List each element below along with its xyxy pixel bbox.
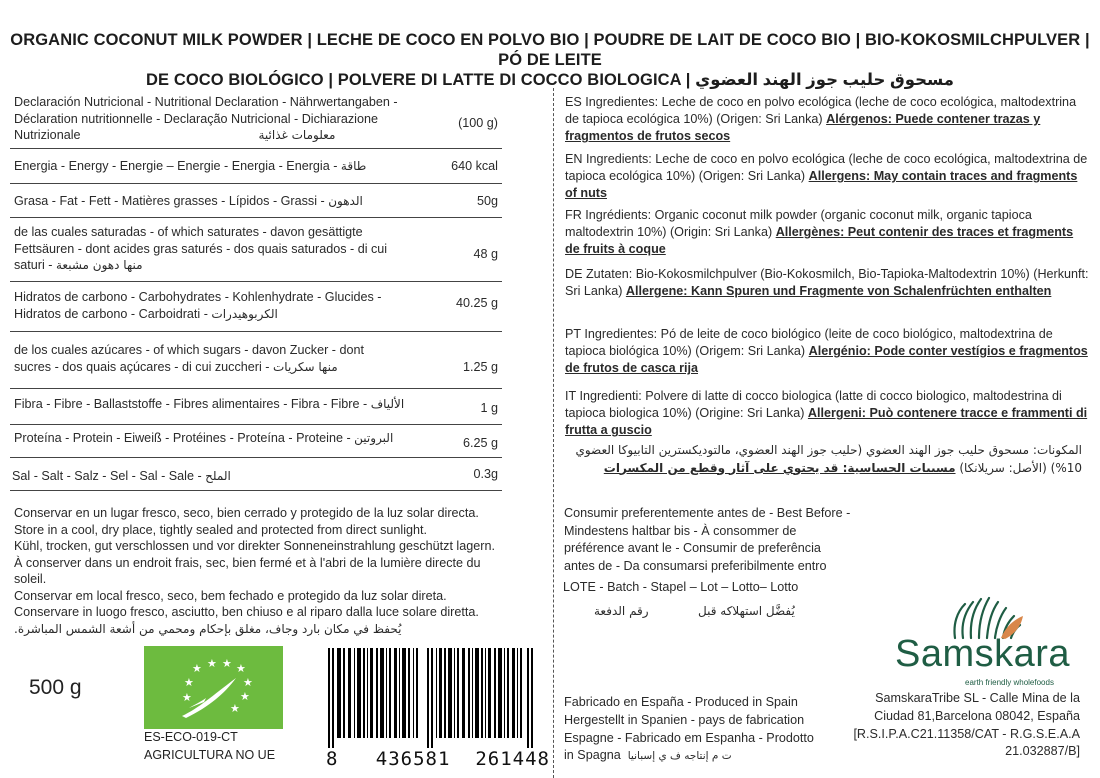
brand-tagline: earth friendly wholefoods [965, 678, 1054, 687]
product-title [0, 30, 1100, 90]
best-before-line: antes de - Da consumarsi preferibilmente entro [564, 558, 827, 573]
company-address [840, 690, 1080, 761]
ingredients-text: EN Ingredients: Leche de coco en polvo ecológica (leche de coco ecológica, maltodextrina de tapioca ecológica 10%) (Origen: Sri Lanka) [565, 152, 1088, 184]
row-label-arabic: الملح [205, 469, 231, 483]
svg-text:★: ★ [240, 690, 250, 703]
barcode-digits [326, 748, 550, 770]
eu-code: ES-ECO-019-CT [144, 730, 238, 744]
row-value: 40.25 g [455, 296, 498, 310]
storage-line: À conserver dans un endroit frais, sec, bien fermé et à l'abri de la lumière directe du [14, 555, 481, 570]
svg-text:★: ★ [182, 691, 192, 704]
nutrition-header-line: Nutrizionale [14, 128, 81, 142]
ingredients-text: DE Zutaten: Bio-Kokosmilchpulver (Bio-Kokosmilch, Bio-Tapioka-Maltodextrin 10%) (Herkunft: Sri Lanka) [565, 267, 1089, 299]
storage-line: Conservar en un lugar fresco, seco, bien cerrado y protegido de la luz solar directa. [14, 506, 479, 520]
eu-certification [144, 728, 275, 764]
nutrition-header-line: Déclaration nutritionnelle - Declaração Nutricional - Dichiarazione [14, 111, 378, 126]
nutrition-row-energy [10, 148, 502, 183]
row-value: 1 g [480, 401, 498, 415]
best-before-arabic: يُفضَّل استهلاكه قبل [698, 604, 795, 618]
nutrition-row-sugars [10, 331, 502, 388]
row-label: Fibra - Fibre - Ballaststoffe - Fibres alimentaires - Fibra - Fibre - [14, 397, 368, 411]
row-label: saturi - [14, 258, 53, 272]
made-in-line: Espagne - Fabricado em Espanha - Prodotto [564, 730, 814, 745]
row-label-arabic: الألياف [370, 397, 405, 411]
company-line: [R.S.I.P.A.C21.11358/CAT - R.G.S.E.A.A [853, 726, 1080, 741]
ingredients-it [565, 388, 1090, 440]
best-before-line: Consumir preferentemente antes de - Best Before - [564, 506, 851, 520]
made-in-line: in Spagna [564, 748, 621, 763]
ingredients-pt [565, 326, 1090, 378]
title-line-1: ORGANIC COCONUT MILK POWDER | LECHE DE COCO EN POLVO BIO | POUDRE DE LAIT DE COCO BIO | BIO-KOKOSMILCHPULVER | PÓ DE LEITE [10, 31, 1090, 69]
ingredients-fr [565, 207, 1090, 259]
svg-text:★: ★ [184, 676, 194, 689]
row-label: sucres - dos quais açúcares - di cui zuccheri - [14, 359, 270, 374]
svg-text:★: ★ [222, 657, 232, 670]
best-before [564, 505, 864, 575]
row-value: 48 g [473, 247, 498, 261]
row-value: 50g [476, 194, 498, 208]
row-label: Fettsäuren - dont acides gras saturés - dos quais saturados - di cui [14, 241, 388, 256]
row-label-arabic: طاقة [340, 159, 367, 173]
brand-name: Samskara [895, 633, 1071, 675]
row-value: 640 kcal [451, 159, 498, 173]
company-line: Ciudad 81,Barcelona 08042, España [874, 708, 1080, 723]
row-label-arabic: الدهون [328, 194, 363, 208]
ingredients-en [565, 151, 1090, 203]
row-label-arabic: منها سكريات [272, 359, 338, 374]
nutrition-header [10, 92, 502, 148]
lot-label: LOTE - Batch - Stapel – Lot – Lotto– Lotto [563, 580, 799, 594]
net-weight: 500 g [29, 676, 82, 699]
row-label-arabic: منها دهون مشبعة [56, 258, 143, 272]
barcode [328, 648, 534, 748]
made-in [564, 694, 834, 766]
row-label: Hidratos de carbono - Carbohydrates - Kohlenhydrate - Glucides - [14, 290, 382, 304]
storage-line-arabic: يُحفظ في مكان بارد وجاف، مغلق بإحكام ومحمي من أشعة الشمس المباشرة. [14, 621, 402, 636]
barcode-digit-group: 436581 [375, 748, 451, 770]
svg-text:★: ★ [207, 657, 217, 670]
allergen-text: Alérgenos: Puede contener trazas y fragmentos de frutos secos [565, 112, 1041, 144]
row-label-arabic: الكربوهيدرات [211, 306, 278, 321]
ingredients-de [565, 266, 1090, 300]
made-in-arabic: ت م إنتاجه ف ي إسبانيا [627, 750, 732, 763]
ingredients-text: FR Ingrédients: Organic coconut milk powder (organic coconut milk, organic tapioca maltodextrin 10%) (Origin: Sri Lanka) [565, 208, 1032, 240]
storage-line: soleil. [14, 572, 47, 586]
nutrition-row-saturates [10, 217, 502, 281]
row-value: 1.25 g [462, 360, 498, 374]
nutrition-row-salt [10, 457, 502, 491]
row-label-arabic: البروتين [354, 431, 394, 445]
eu-origin: AGRICULTURA NO UE [144, 748, 276, 762]
row-label: Energia - Energy - Energie – Energie - Energia - Energia - [14, 159, 338, 173]
nutrition-per-100g: (100 g) [458, 116, 498, 130]
barcode-digit-group: 8 [326, 748, 339, 770]
ingredients-es [565, 94, 1090, 146]
allergen-text: Allergeni: Può contenere tracce e frammenti di frutta a guscio [565, 406, 1088, 438]
nutrition-row-carbohydrates [10, 281, 502, 331]
best-before-line: Mindestens haltbar bis - À consommer de [564, 523, 797, 538]
company-line: SamskaraTribe SL - Calle Mina de la [875, 691, 1080, 705]
ingredients-text: PT Ingredientes: Pó de leite de coco biológico (leite de coco biológico, maltodextrina de tapioca biológica 10%) (Origem: Sri Lanka) [565, 327, 1053, 359]
row-label: Hidratos de carbono - Carboidrati - [14, 306, 208, 321]
ingredients-text: IT Ingredienti: Polvere di latte di cocco biologica (latte di cocco biologico, maltodestrina di tapioca biologica 10%) (Origine: Sri Lanka) [565, 389, 1062, 421]
row-value: 6.25 g [462, 436, 498, 450]
nutrition-row-protein [10, 424, 502, 457]
allergen-text: Allergene: Kann Spuren und Fragmente von Schalenfrüchten enthalten [625, 284, 1052, 299]
row-label: de los cuales azúcares - of which sugars - davon Zucker - dont [14, 343, 364, 357]
barcode-digit-group: 261448 [475, 748, 550, 770]
ingredients-text: المكونات: مسحوق حليب جوز الهند العضوي (حليب جوز الهند العضوي، مالتوديكسترين التابيوكا العضوي 10%) (الأصل: سريلانكا) [575, 443, 1082, 475]
allergen-text: مسببات الحساسية: قد يحتوي على آثار وقطع من المكسرات [603, 460, 956, 475]
lot-label-arabic: رقم الدفعة [594, 604, 649, 618]
svg-text:★: ★ [236, 662, 246, 675]
eu-leaf-icon [144, 646, 283, 729]
storage-line: Kühl, trocken, gut verschlossen und vor direkter Sonneneinstrahlung geschützt lagern. [14, 539, 495, 553]
company-line: 21.032887/B] [1005, 744, 1080, 759]
nutrition-header-line: Declaración Nutricional - Nutritional Declaration - Nährwertangaben - [14, 95, 398, 109]
row-label: Grasa - Fat - Fett - Matières grasses - Lípidos - Grassi - [14, 194, 325, 208]
made-in-line: Hergestellt in Spanien - pays de fabrication [564, 712, 805, 727]
best-before-line: préférence avant le - Consumir de preferência [564, 541, 821, 555]
ingredients-text: ES Ingredientes: Leche de coco en polvo ecológica (leche de coco ecológica, maltodextrina de tapioca ecológica 10%) (Origen: Sri Lanka) [565, 95, 1077, 127]
nutrition-row-fat [10, 183, 502, 217]
storage-instructions [14, 505, 544, 637]
row-value: 0.3g [473, 467, 498, 481]
allergen-text: Allergens: May contain traces and fragments of nuts [565, 169, 1078, 201]
allergen-text: Alergénio: Pode conter vestígios e fragmentos de frutos de casca rija [565, 344, 1088, 376]
column-divider [553, 88, 554, 778]
svg-text:★: ★ [243, 676, 253, 689]
allergen-text: Allergènes: Peut contenir des traces et fragments de fruits à coque [565, 225, 1074, 257]
nutrition-row-fibre [10, 388, 502, 424]
ingredients-ar [565, 442, 1082, 477]
row-label: Proteína - Protein - Eiweiß - Protéines - Proteína - Proteine - [14, 431, 351, 445]
storage-line: Conservare in luogo fresco, asciutto, ben chiuso e al riparo dalla luce solare diretta. [14, 605, 479, 619]
row-label: de las cuales saturadas - of which saturates - davon gesättigte [14, 225, 363, 239]
svg-text:★: ★ [192, 662, 202, 675]
made-in-line: Fabricado en España - Produced in Spain [564, 695, 798, 709]
nutrition-header-arabic: معلومات غذائية [258, 128, 336, 142]
storage-line: Store in a cool, dry place, tightly sealed and protected from direct sunlight. [14, 522, 428, 537]
eu-organic-logo [144, 646, 283, 729]
row-label: Sal - Salt - Salz - Sel - Sal - Sale - [12, 469, 202, 483]
storage-line: Conservar em local fresco, seco, bem fechado e protegido da luz solar direta. [14, 588, 447, 603]
title-line-2: DE COCO BIOLÓGICO | POLVERE DI LATTE DI COCCO BIOLOGICA | مسحوق حليب جوز الهند العضوي [146, 71, 954, 89]
svg-text:★: ★ [230, 702, 240, 715]
